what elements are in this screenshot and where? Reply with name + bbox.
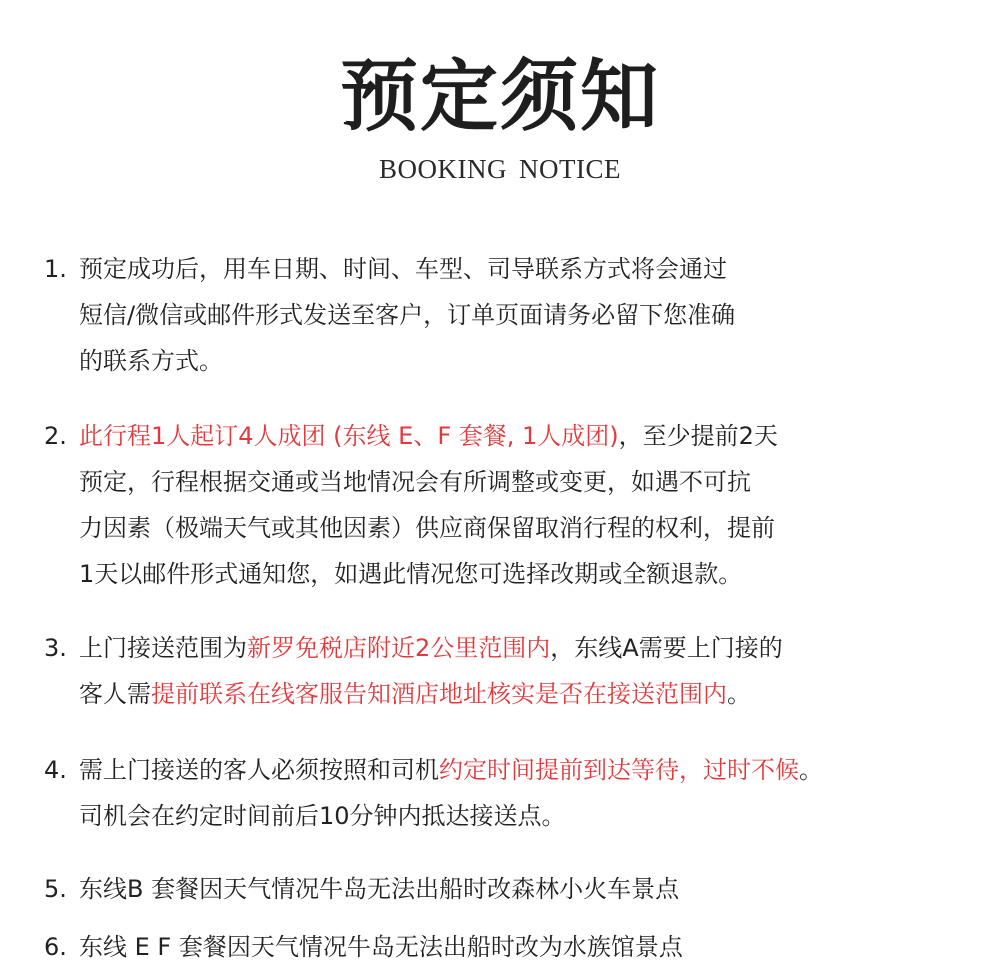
notice-text: 。: [799, 756, 823, 784]
notice-item-6: [44, 924, 984, 970]
notice-number: 2.: [44, 422, 67, 450]
notice-line: [79, 292, 984, 338]
notice-line: [79, 793, 984, 839]
notice-line: [79, 505, 984, 551]
notice-item-5: [44, 866, 984, 912]
notice-number: 5.: [44, 875, 67, 903]
notice-line: [79, 459, 984, 505]
notice-text: 需上门接送的客人必须按照和司机: [79, 756, 439, 784]
notice-text: 上门接送范围为: [79, 634, 247, 662]
notice-text: 力因素（极端天气或其他因素）供应商保留取消行程的权利，提前: [79, 514, 775, 542]
notice-text: 的联系方式。: [79, 347, 223, 375]
notice-highlight-text: 约定时间提前到达等待，过时不候: [439, 756, 799, 784]
notice-highlight-text: 新罗免税店附近2公里范围内: [247, 634, 551, 662]
notice-text: 。: [727, 680, 751, 708]
notice-text: ，东线A需要上门接的: [550, 634, 783, 662]
notice-text: 短信/微信或邮件形式发送至客户，订单页面请务必留下您准确: [79, 301, 736, 329]
notice-text: ，至少提前2天: [618, 422, 778, 450]
notice-highlight-text: 提前联系在线客服告知酒店地址核实是否在接送范围内: [151, 680, 727, 708]
notice-line: [79, 924, 984, 970]
notice-item-3: [44, 625, 984, 717]
notice-list: [44, 246, 984, 970]
notice-text: 东线 E F 套餐因天气情况牛岛无法出船时改为水族馆景点: [79, 933, 683, 961]
notice-number: 6.: [44, 933, 67, 961]
page-subtitle: [0, 152, 1000, 186]
notice-line: [79, 671, 984, 717]
notice-line: [79, 246, 984, 292]
subtitle-word-notice: NOTICE: [519, 154, 621, 184]
notice-line: [79, 413, 984, 459]
notice-text: 预定成功后，用车日期、时间、车型、司导联系方式将会通过: [79, 255, 727, 283]
page-title: 预定须知: [339, 51, 660, 142]
notice-text: 东线B 套餐因天气情况牛岛无法出船时改森林小火车景点: [79, 875, 680, 903]
notice-text: 司机会在约定时间前后10分钟内抵达接送点。: [79, 802, 566, 830]
notice-highlight-text: 此行程1人起订4人成团 (东线 E、F 套餐, 1人成团): [79, 422, 619, 450]
notice-number: 3.: [44, 634, 67, 662]
notice-line: [79, 625, 984, 671]
notice-line: [79, 338, 984, 384]
subtitle-word-booking: BOOKING: [379, 154, 507, 184]
notice-line: [79, 551, 984, 597]
notice-text: 预定，行程根据交通或当地情况会有所调整或变更，如遇不可抗: [79, 468, 751, 496]
notice-number: 1.: [44, 255, 67, 283]
notice-item-1: [44, 246, 984, 384]
notice-number: 4.: [44, 756, 67, 784]
notice-text: 1天以邮件形式通知您，如遇此情况您可选择改期或全额退款。: [79, 560, 743, 588]
notice-item-2: [44, 413, 984, 597]
notice-text: 客人需: [79, 680, 151, 708]
notice-item-4: [44, 747, 984, 839]
notice-line: [79, 747, 984, 793]
notice-line: [79, 866, 984, 912]
